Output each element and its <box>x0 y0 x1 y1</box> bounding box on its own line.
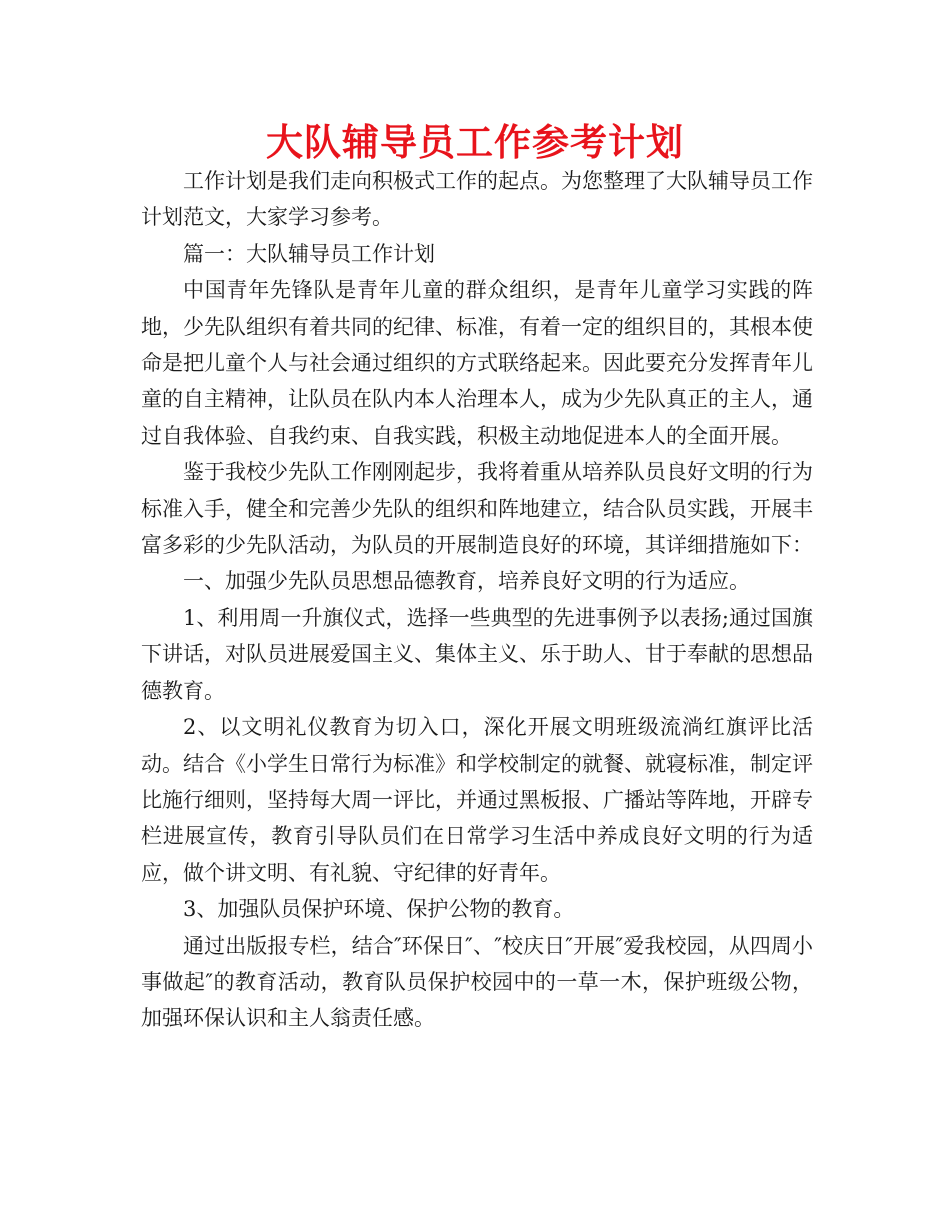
paragraph-item-3: 3、加强队员保护环境、保护公物的教育。 <box>183 897 575 922</box>
paragraph: 中国青年先锋队是青年儿童的群众组织，是青年儿童学习实践的阵地，少先队组织有着共同的纪律、标准，有着一定的组织目的，其根本使命是把儿童个人与社会通过组织的方式联络起来。因此要充分发挥青年儿童的自主精神，让队员在队内本人治理本人，成为少先队真正的主人，通过自我体验、自我约束、自我实践，积极主动地促进本人的全面开展。 <box>141 278 813 448</box>
paragraph-heading-1: 一、加强少先队员思想品德教育，培养良好文明的行为适应。 <box>183 569 750 594</box>
paragraph-intro: 工作计划是我们走向积极式工作的起点。为您整理了大队辅导员工作计划范文，大家学习参考。 <box>141 169 813 230</box>
document-title: 大队辅导员工作参考计划 <box>266 121 684 164</box>
paragraph-item-1: 1、利用周一升旗仪式，选择一些典型的先进事例予以表扬;通过国旗下讲话，对队员进展爱国主义、集体主义、乐于助人、甘于奉献的思想品德教育。 <box>141 605 813 703</box>
paragraph: 鉴于我校少先队工作刚刚起步，我将着重从培养队员良好文明的行为标准入手，健全和完善少先队的组织和阵地建立，结合队员实践，开展丰富多彩的少先队活动，为队员的开展制造良好的环境，其详细措施如下： <box>141 460 813 558</box>
paragraph-item-2: 2、以文明礼仪教育为切入口，深化开展文明班级流淌红旗评比活动。结合《小学生日常行为标准》和学校制定的就餐、就寝标准，制定评比施行细则，坚持每大周一评比，并通过黑板报、广播站等阵地，开辟专栏进展宣传，教育引导队员们在日常学习生活中养成良好文明的行为适应，做个讲文明、有礼貌、守纪律的好青年。 <box>141 715 813 885</box>
paragraph: 通过出版报专栏，结合″环保日″、″校庆日″开展″爱我校园，从四周小事做起″的教育活动，教育队员保护校园中的一草一木，保护班级公物，加强环保认识和主人翁责任感。 <box>141 933 813 1031</box>
document-body <box>141 163 813 1037</box>
paragraph-section-heading: 篇一：大队辅导员工作计划 <box>183 241 435 266</box>
